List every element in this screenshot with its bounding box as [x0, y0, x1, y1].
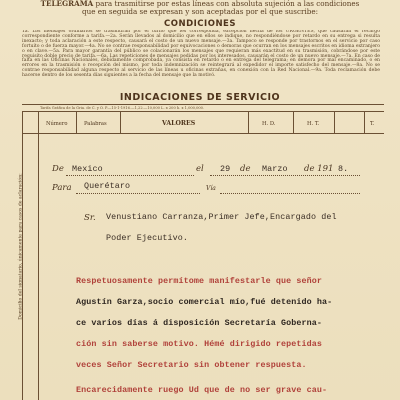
- header-ht: H. T.: [307, 121, 320, 127]
- header-palabras: Palabras: [84, 121, 107, 127]
- label-de-2: de: [240, 164, 251, 174]
- body-line-6: Encarecidamente ruego Ud que de no ser grave cau-: [76, 385, 328, 395]
- body-line-5: veces Señor Secretario sin obtener respuesta.: [76, 360, 307, 370]
- body-line-3: ce varios días á disposición Secretaría Goberna-: [76, 318, 323, 328]
- body-line-1: Respetuosamente permítome manifestarle que señor: [76, 276, 323, 286]
- conditions-title: CONDICIONES: [164, 19, 236, 29]
- signer-address-note: Domicilio del signatario, únicamente para casos de aclaración:: [18, 173, 24, 320]
- col-rule-6: [364, 111, 365, 134]
- header-line-2: que en seguida se expresan y son aceptadas por el que suscribe:: [81, 8, 319, 16]
- label-de: De: [52, 164, 64, 174]
- inner-margin-rule: [38, 111, 39, 400]
- header-t: T.: [370, 121, 375, 127]
- origin-line: [66, 175, 194, 176]
- addressee-line-2: Poder Ejecutivo.: [106, 233, 189, 243]
- destination-line: [76, 193, 200, 194]
- destination-value: Querétaro: [84, 181, 131, 191]
- month-value: Marzo: [262, 164, 288, 174]
- date-line: [210, 175, 360, 176]
- body-line-2: Agustín Garza,socio comercial mío,fué detenido ha-: [76, 297, 333, 307]
- col-rule-1: [76, 111, 77, 134]
- origin-value: Mexico: [72, 164, 103, 174]
- label-sr: Sr.: [84, 213, 96, 223]
- label-el: el: [196, 164, 204, 174]
- col-rule-2: [120, 111, 121, 134]
- header-line-1: [22, 0, 378, 8]
- header-line-1-text: para trasmitirse por estas líneas con absoluta sujeción a las condiciones: [95, 0, 360, 8]
- body-line-4: ción sin saberse motivo. Hémé dirigido repetidas: [76, 339, 323, 349]
- header-valores: VALORES: [162, 120, 196, 127]
- label-para: Para: [52, 183, 72, 193]
- col-rule-5: [334, 111, 335, 134]
- day-value: 29: [220, 164, 231, 174]
- telegram-heading: TELEGRAMA: [40, 0, 94, 8]
- col-rule-3: [248, 111, 249, 134]
- header-hd: H. D.: [262, 121, 276, 127]
- conditions-text: 1a. Los mensajes ordinarios se trasmitirán por el turno que les corresponda, excepción hecha de los URGENTES, que causarán el recargo correspondiente conforme a tarifa.—2a. Serán llevados al domicilio que en ellos se indique, no respondiéndose por retardo en su entrega si resulta inexacto; y toda aclaración a este respecto, causará el costo de un nuevo mensaje.—3a. Tampoco se responde por trastornos en el servicio por caso fortuito o de fuerza mayor.—4a. No se contrae responsabilidad por equivocaciones o demoras que ocurran en los mensajes escritos en idioma extranjero o en clave.—5a. Para mayor garantía del público se colacionarán los mensajes que requieran más exactitud en su trasmisión, cobrándose por este requisito doble precio de tarifa.—6a. Las repeticiones de mensajes pedidas por los interesados, causarán el costo de un nuevo mensaje.—7a. En caso de falta en las Oficinas Nacionales, debidamente comprobada, ya consista en retardo o en entrega del telegrama; en demora por mal encaminado, o en errores en la trasmisión o recepción del mismo, por toda indemnización se reintegrará al expedidor el importe satisfecho del mensaje.—8a. No se contrae responsabilidad alguna respecto al servicio de las líneas u oficinas extrañas, en conexión con la Red Nacional.—9a. Toda reclamación debe hacerse dentro de los sesenta días siguientes a la fecha del mensaje que la motivó.: [22, 30, 380, 79]
- label-year: de 191: [304, 164, 334, 174]
- addressee-line-1: Venustiano Carranza,Primer Jefe,Encargado del: [106, 212, 337, 222]
- label-via: Vía: [206, 185, 216, 192]
- service-indications-title: INDICACIONES DE SERVICIO: [119, 92, 281, 103]
- col-rule-4: [293, 111, 294, 134]
- header-numero: Número: [46, 121, 68, 127]
- divider-top: [22, 104, 384, 105]
- via-line: [220, 193, 360, 194]
- year-digit: 8.: [338, 164, 349, 174]
- tariff-imprint: Tarifa Gráfica de la Gria. de C. y O. P.—15-1-1916.—1,22.—10,000 L. x 200 h. x 1,000,000.: [40, 106, 205, 110]
